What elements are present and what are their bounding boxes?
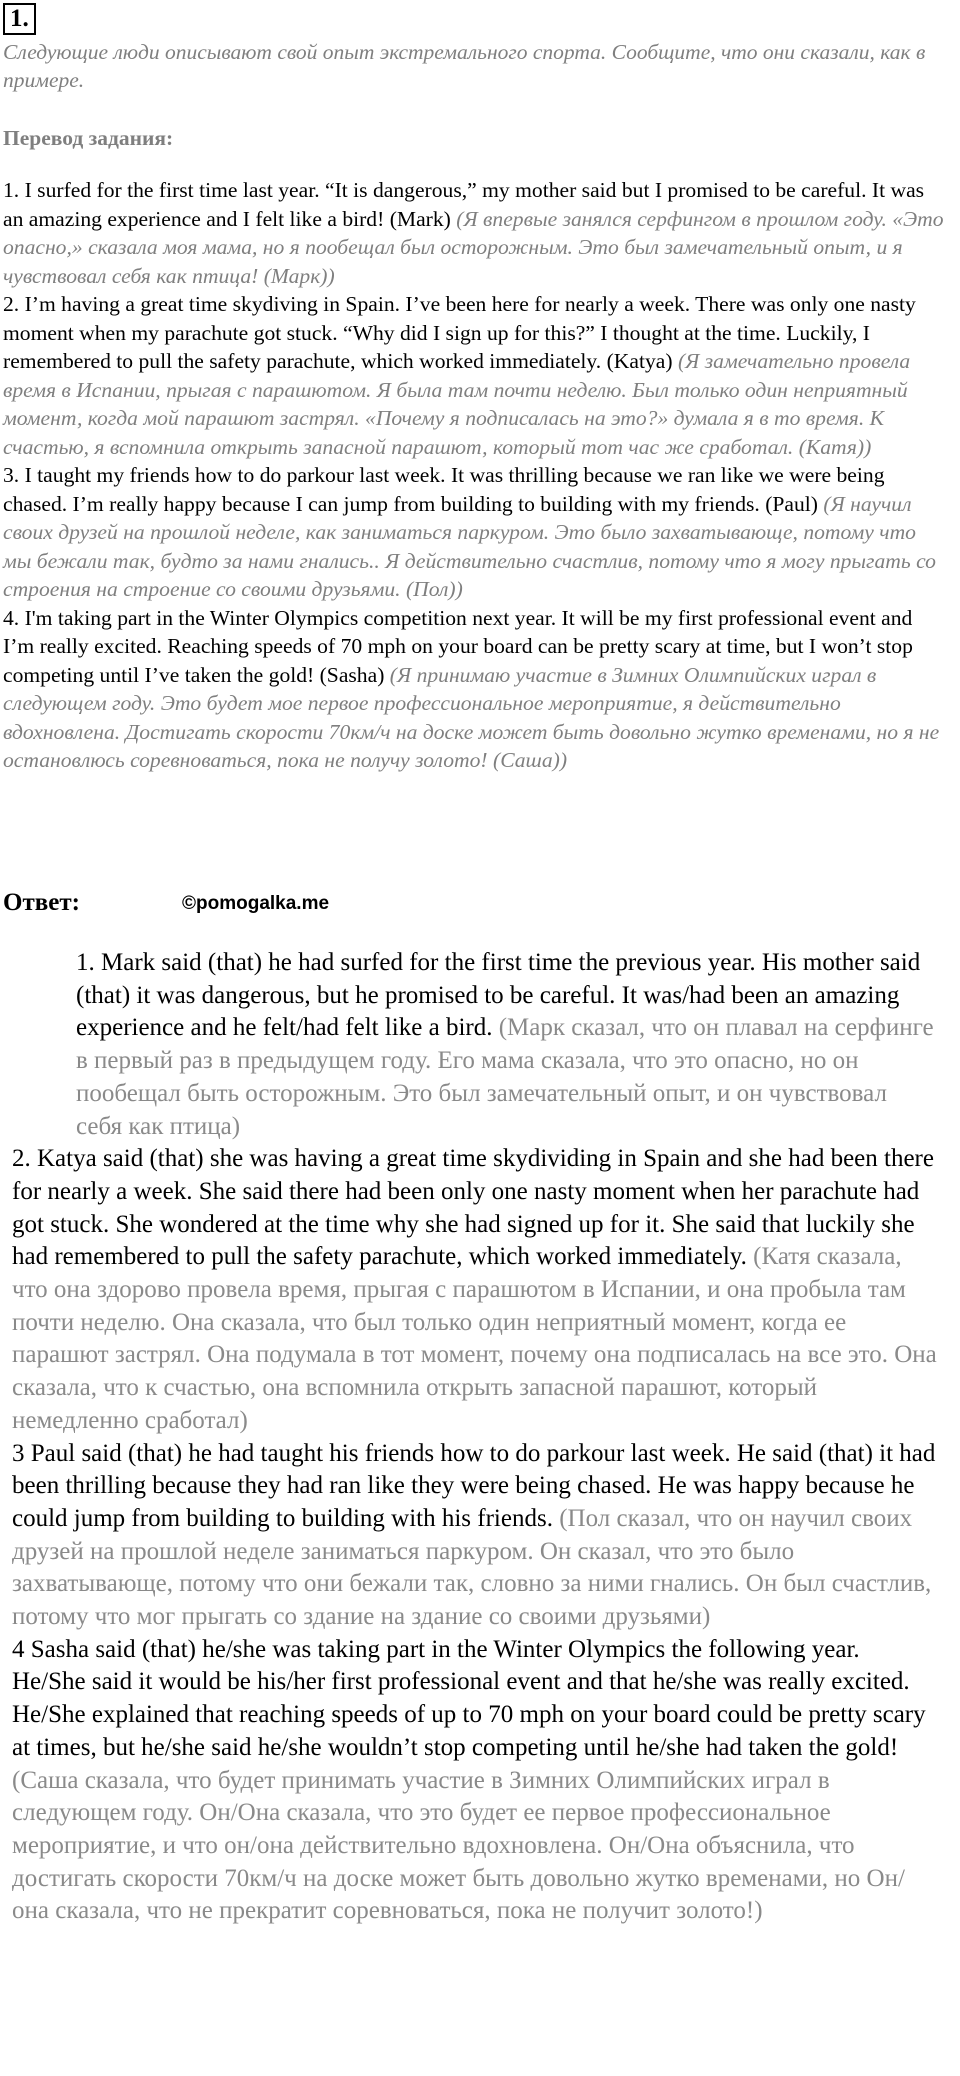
answer-item bbox=[12, 1634, 937, 1928]
task-item bbox=[3, 461, 945, 604]
answer-item bbox=[12, 1438, 937, 1634]
task-item-ru: (Я научил своих друзей на прошлой неделе, как заниматься паркуром. Это было захватывающе, потому что мы бежали так, будто за нами гнались.. Я действительно счастлив, потому что я могу прыгать со строения на строение со своими друзьями. (Пол)) bbox=[3, 491, 936, 601]
answers-section bbox=[12, 947, 937, 1928]
answer-item-en: 4 Sasha said (that) he/she was taking part in the Winter Olympics the following year. He/She said it would be his/her first professional event and that he/she was really excited. He/She explained that reaching speeds of up to 70 mph on your board could be pretty scary at times, but he/she said he/she wouldn’t stop competing until he/she had taken the gold! bbox=[12, 1635, 926, 1761]
task-item-en: 4. I'm taking part in the Winter Olympics competition next year. It will be my first professional event and I’m really excited. Reaching speeds of 70 mph on your board can be pretty scary at time, but I won’t stop competing until I’ve taken the gold! (Sasha) bbox=[3, 605, 913, 687]
task-item-ru: (Я замечательно провела время в Испании, прыгая с парашютом. Я была там почти неделю. Был только один неприятный момент, когда мой парашют застрял. «Почему я подписалась на это?» думала я в то время. К счастью, я вспомнила открыть запасной парашют, который тот час же сработал. (Катя)) bbox=[3, 349, 911, 459]
task-item bbox=[3, 290, 945, 461]
task-section bbox=[3, 176, 945, 775]
instruction-text: Следующие люди описывают свой опыт экстремального спорта. Сообщите, что они сказали, как в примере. bbox=[3, 40, 926, 92]
answer-label: Ответ: bbox=[3, 889, 80, 916]
exercise-number: 1. bbox=[3, 3, 36, 35]
answer-item-en: 2. Katya said (that) she was having a great time skydividing in Spain and she had been there for nearly a week. She said there had been only one nasty moment when her parachute had got stuck. She wondered at the time why she had signed up for it. She said that luckily she had remembered to pull the safety parachute, which worked immediately. bbox=[12, 1145, 934, 1271]
task-item bbox=[3, 176, 945, 290]
translation-title: Перевод задания: bbox=[3, 126, 174, 150]
watermark: ©pomogalka.me bbox=[182, 893, 330, 914]
answer-item-ru: (Саша сказала, что будет принимать участие в Зимних Олимпийских играл в следующем году. Он/Она сказала, что это будет ее первое профессиональное мероприятие, и что он/она действительно вдохновлена. Он/Она объяснила, что достигать скорости 70км/ч на доске может быть довольно жутко временами, но Он/она сказала, что не прекратит соревноваться, пока не получит золото!) bbox=[12, 1766, 905, 1925]
task-item-ru: (Я впервые занялся серфингом в прошлом году. «Это опасно,» сказала моя мама, но я пообещал был осторожным. Это был замечательный опыт, и я чувствовал себя как птица! (Марк)) bbox=[3, 206, 944, 288]
answer-item bbox=[12, 1143, 937, 1437]
task-item-ru: (Я принимаю участие в Зимних Олимпийских играл в следующем году. Это будет мое первое профессиональное мероприятие, я действительно вдохновлена. Достигать скорости 70км/ч на доске может быть довольно жутко временами, но я не остановлюсь соревноваться, пока не получу золото! (Саша)) bbox=[3, 662, 940, 772]
answer-item-en: 1. Mark said (that) he had surfed for the first time the previous year. His mother said (that) it was dangerous, but he promised to be careful. It was/had been an amazing experience and he felt/had felt like a bird. bbox=[76, 949, 921, 1042]
task-item-en: 2. I’m having a great time skydiving in Spain. I’ve been here for nearly a week. There was only one nasty moment when my parachute got stuck. “Why did I sign up for this?” I thought at the time. Luckily, I remembered to pull the safety parachute, which worked immediately. (Katya) bbox=[3, 292, 916, 373]
answer-item-ru: (Катя сказала, что она здорово провела время, прыгая с парашютом в Испании, и она пробыла там почти неделю. Она сказала, что был только один неприятный момент, когда ее парашют застрял. Она подумала в тот момент, почему она подписалась на все это. Она сказала, что к счастью, она вспомнила открыть запасной парашют, который немедленно сработал) bbox=[12, 1243, 937, 1434]
task-item bbox=[3, 604, 945, 775]
answer-item-ru: (Пол сказал, что он научил своих друзей на прошлой неделе заниматься паркуром. Он сказал, что это было захватывающе, потому что они бежали так, словно за ними гнались. Он был счастлив, потому что мог прыгать со здание на здание со своими друзьями) bbox=[12, 1504, 932, 1631]
task-item-en: 3. I taught my friends how to do parkour last week. It was thrilling because we ran like we were being chased. I’m really happy because I can jump from building to building with my friends. (Paul) bbox=[3, 463, 885, 516]
answer-item-en: 3 Paul said (that) he had taught his friends how to do parkour last week. He said (that) it had been thrilling because they had ran like they were being chased. He was happy because he could jump from building to building with his friends. bbox=[12, 1439, 936, 1532]
task-item-en: 1. I surfed for the first time last year. “It is dangerous,” my mother said but I promised to be careful. It was an amazing experience and I felt like a bird! (Mark) bbox=[3, 178, 925, 231]
answer-item bbox=[12, 947, 937, 1143]
answer-item-ru: (Марк сказал, что он плавал на серфинге в первый раз в предыдущем году. Его мама сказала, что это опасно, но он пообещал быть осторожным. Это был замечательный опыт, и он чувствовал себя как птица) bbox=[76, 1014, 934, 1140]
